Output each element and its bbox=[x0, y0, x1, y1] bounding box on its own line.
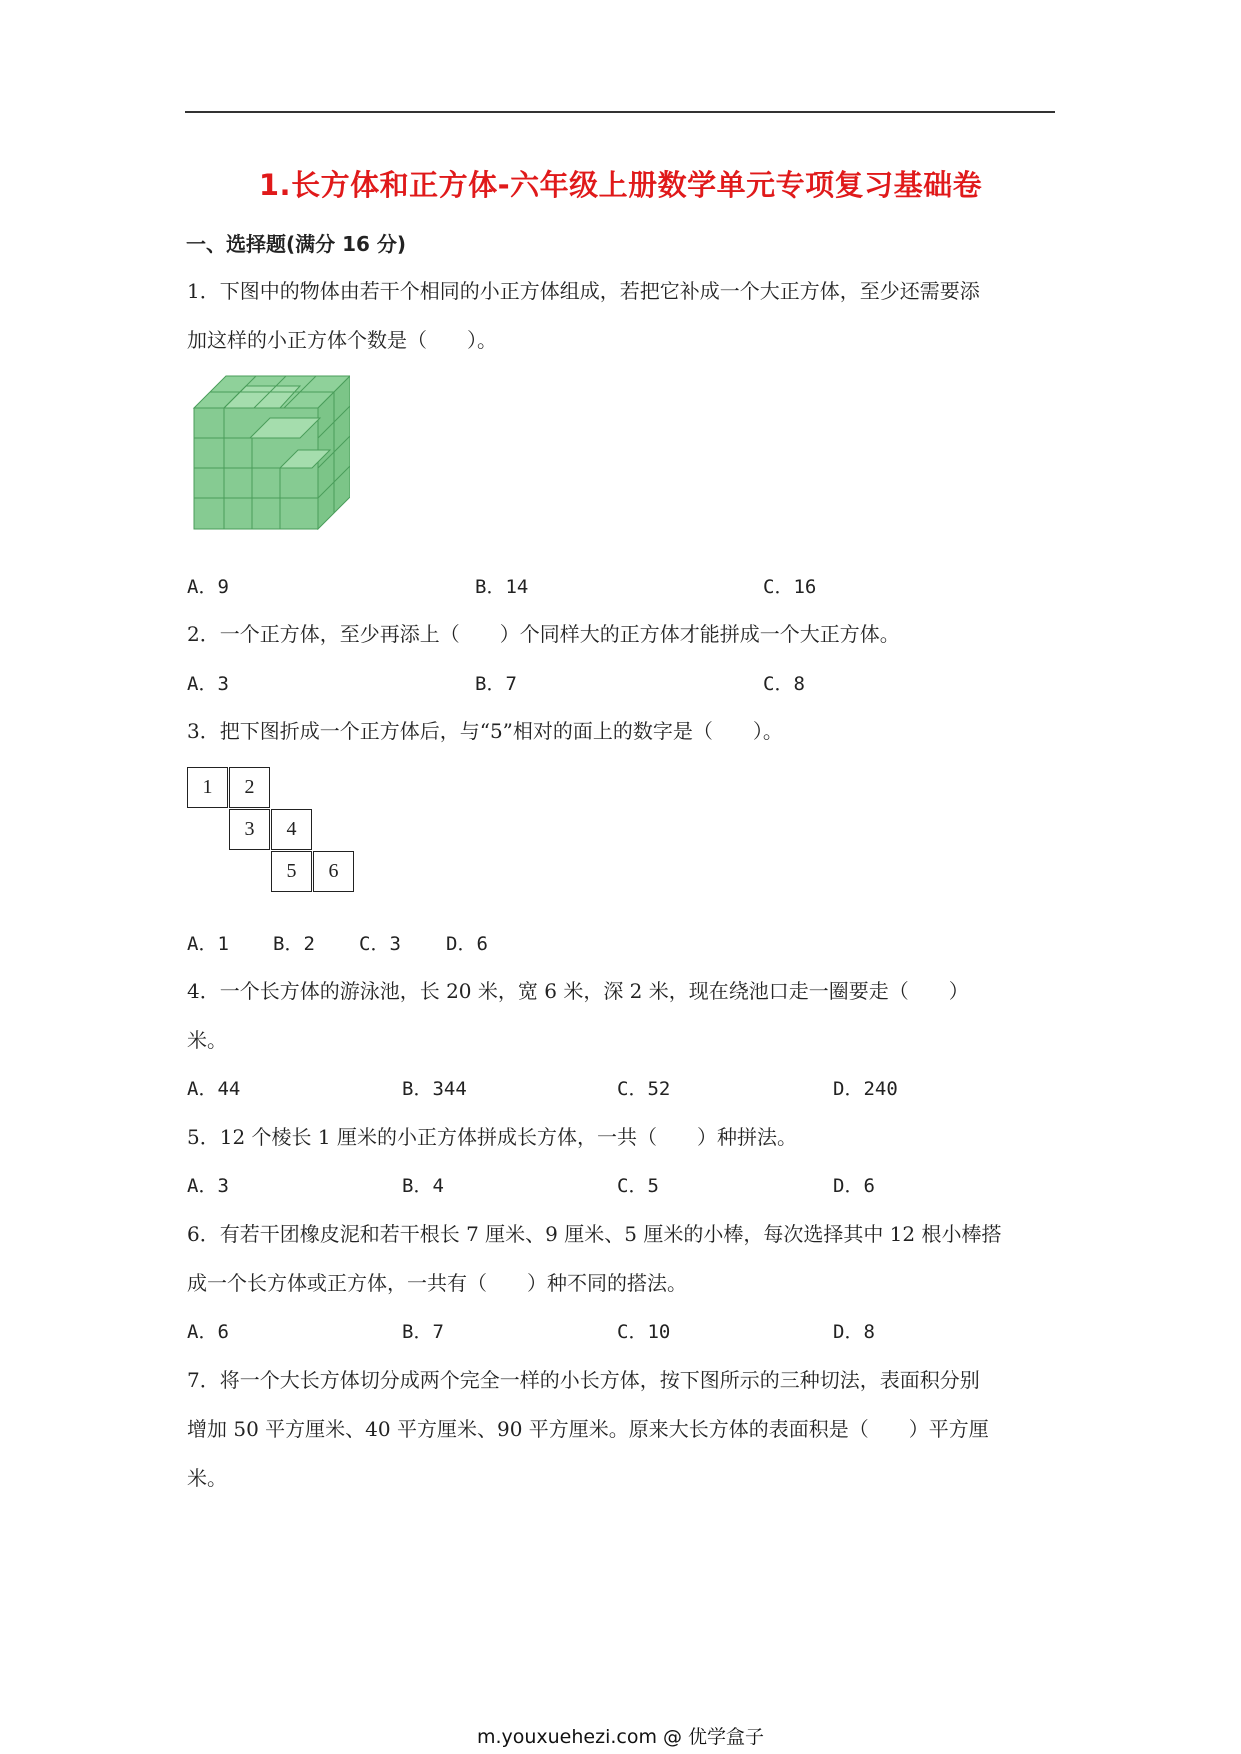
q1-text-line1: 1．下图中的物体由若干个相同的小正方体组成，若把它补成一个大正方体，至少还需要添 bbox=[187, 279, 980, 303]
net-face: 6 bbox=[313, 851, 354, 892]
q3-option-b[interactable]: B．2 bbox=[273, 933, 315, 955]
net-face: 4 bbox=[271, 809, 312, 850]
q6-option-c[interactable]: C．10 bbox=[617, 1321, 671, 1343]
q6-option-d[interactable]: D．8 bbox=[833, 1321, 875, 1343]
q5-option-a[interactable]: A．3 bbox=[187, 1175, 229, 1197]
q4-text-line2: 米。 bbox=[187, 1028, 227, 1052]
q4-text-line1: 4．一个长方体的游泳池，长 20 米，宽 6 米，深 2 米，现在绕池口走一圈要走（ ） bbox=[187, 979, 969, 1003]
q5-option-b[interactable]: B．4 bbox=[402, 1175, 444, 1197]
q1-text-line2: 加这样的小正方体个数是（ ）。 bbox=[187, 328, 497, 352]
q3-text: 3．把下图折成一个正方体后，与“5”相对的面上的数字是（ ）。 bbox=[187, 719, 783, 743]
net-face: 3 bbox=[229, 809, 270, 850]
net-face: 5 bbox=[271, 851, 312, 892]
q1-option-a[interactable]: A．9 bbox=[187, 576, 229, 598]
page-title: 1.长方体和正方体-六年级上册数学单元专项复习基础卷 bbox=[258, 168, 983, 202]
q3-option-c[interactable]: C．3 bbox=[359, 933, 401, 955]
cube-stack-figure bbox=[190, 372, 350, 530]
q1-option-c[interactable]: C．16 bbox=[763, 576, 817, 598]
q2-option-c[interactable]: C．8 bbox=[763, 673, 805, 695]
net-face: 2 bbox=[229, 767, 270, 808]
q4-option-c[interactable]: C．52 bbox=[617, 1078, 671, 1100]
q2-text: 2．一个正方体，至少再添上（ ）个同样大的正方体才能拼成一个大正方体。 bbox=[187, 622, 900, 646]
q4-option-a[interactable]: A．44 bbox=[187, 1078, 241, 1100]
q6-option-a[interactable]: A．6 bbox=[187, 1321, 229, 1343]
q7-text-line2: 增加 50 平方厘米、40 平方厘米、90 平方厘米。原来大长方体的表面积是（ ）平方厘 bbox=[187, 1417, 989, 1441]
section-heading: 一、选择题(满分 16 分) bbox=[186, 232, 407, 256]
q1-option-b[interactable]: B．14 bbox=[475, 576, 529, 598]
q5-option-c[interactable]: C．5 bbox=[617, 1175, 659, 1197]
q3-option-a[interactable]: A．1 bbox=[187, 933, 229, 955]
q7-text-line1: 7．将一个大长方体切分成两个完全一样的小长方体，按下图所示的三种切法，表面积分别 bbox=[187, 1368, 980, 1392]
q3-option-d[interactable]: D．6 bbox=[446, 933, 488, 955]
footer-watermark: m.youxuehezi.com @ 优学盒子 bbox=[476, 1726, 765, 1748]
q6-text-line2: 成一个长方体或正方体，一共有（ ）种不同的搭法。 bbox=[187, 1271, 687, 1295]
q7-text-line3: 米。 bbox=[187, 1466, 227, 1490]
q5-text: 5．12 个棱长 1 厘米的小正方体拼成长方体，一共（ ）种拼法。 bbox=[187, 1125, 797, 1149]
q6-text-line1: 6．有若干团橡皮泥和若干根长 7 厘米、9 厘米、5 厘米的小棒，每次选择其中 12 根小棒搭 bbox=[187, 1222, 1002, 1246]
cube-net-figure bbox=[187, 767, 357, 894]
q4-option-b[interactable]: B．344 bbox=[402, 1078, 467, 1100]
header-rule bbox=[185, 111, 1055, 113]
q4-option-d[interactable]: D．240 bbox=[833, 1078, 898, 1100]
q5-option-d[interactable]: D．6 bbox=[833, 1175, 875, 1197]
q2-option-a[interactable]: A．3 bbox=[187, 673, 229, 695]
q6-option-b[interactable]: B．7 bbox=[402, 1321, 444, 1343]
q2-option-b[interactable]: B．7 bbox=[475, 673, 517, 695]
net-face: 1 bbox=[187, 767, 228, 808]
